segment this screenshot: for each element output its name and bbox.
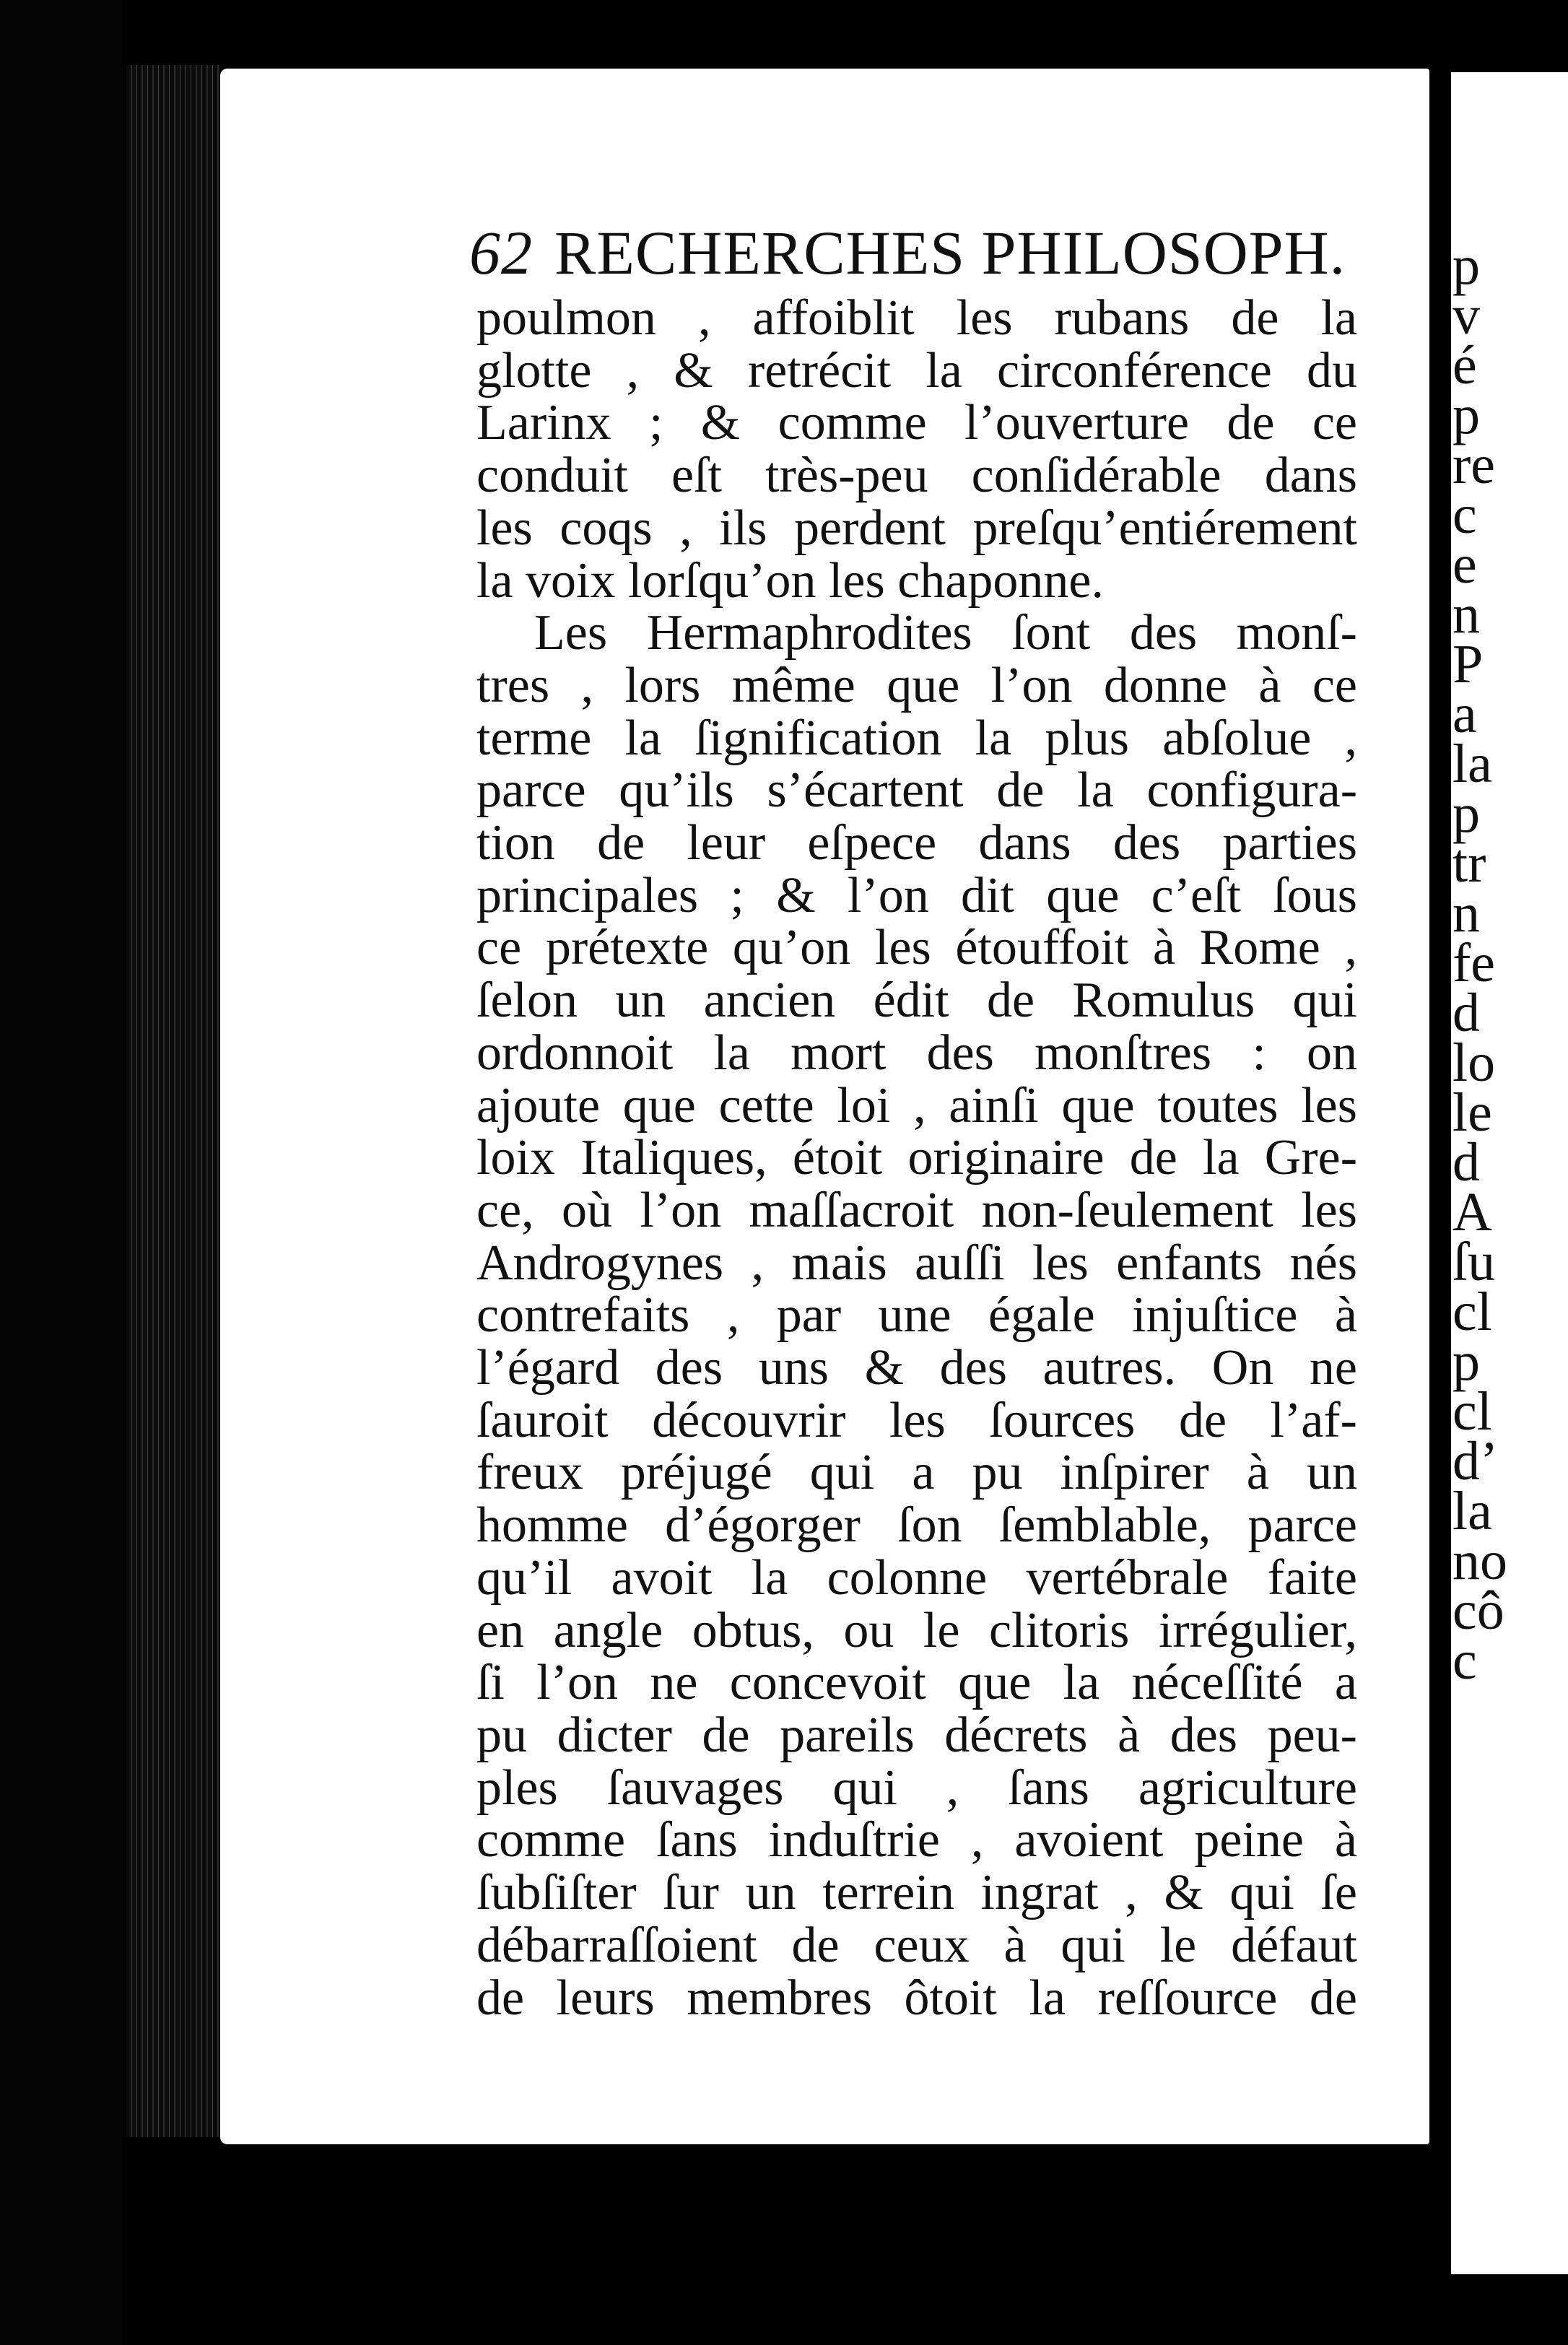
facing-page-letter: cl: [1452, 1282, 1492, 1342]
running-title: RECHERCHES PHILOSOPH.: [554, 218, 1346, 287]
facing-page-letter: n: [1452, 883, 1480, 944]
text-line: ce, où l’on maſſacroit non-ſeulement les: [476, 1182, 1357, 1238]
text-line: loix Italiques, étoit originaire de la Gre-: [476, 1130, 1357, 1186]
text-line: ajoute que cette loi , ainſi que toutes les: [476, 1077, 1357, 1134]
gutter-shadow: [1429, 0, 1451, 2345]
facing-page-letter: tr: [1452, 833, 1486, 894]
text-line: débarraſſoient de ceux à qui le défaut: [476, 1917, 1357, 1973]
text-line: principales ; & l’on dit que c’eſt ſous: [476, 867, 1357, 923]
text-line: ſubſiſter ſur un terrein ingrat , & qui ſe: [476, 1865, 1357, 1921]
body-text: [476, 292, 1357, 2024]
facing-page-letter: v: [1452, 285, 1480, 346]
text-line: parce qu’ils s’écartent de la configura-: [476, 762, 1357, 819]
text-line: comme ſans induſtrie , avoient peine à: [476, 1812, 1357, 1868]
facing-page-letter: c: [1452, 484, 1477, 545]
facing-page-letter: p: [1452, 385, 1480, 445]
text-line: Androgynes , mais auſſi les enfants nés: [476, 1235, 1357, 1291]
text-line: homme d’égorger ſon ſemblable, parce: [476, 1497, 1357, 1554]
text-line: en angle obtus, ou le clitoris irrégulier,: [476, 1602, 1357, 1658]
text-line: terme la ſignification la plus abſolue ,: [476, 710, 1357, 766]
text-line: la voix lorſqu’on les chaponne.: [476, 552, 1104, 609]
text-line: ſauroit découvrir les ſources de l’af-: [476, 1392, 1357, 1448]
facing-page-letter: c: [1452, 1630, 1477, 1691]
facing-page-letter: le: [1452, 1082, 1492, 1143]
facing-page-letter: d: [1452, 1132, 1480, 1193]
text-line: ſi l’on ne concevoit que la néceſſité a: [476, 1655, 1357, 1711]
text-line: tion de leur eſpece dans des parties: [476, 815, 1357, 871]
facing-page-letter: la: [1452, 734, 1492, 794]
text-line: contrefaits , par une égale injuſtice à: [476, 1287, 1357, 1344]
text-line: ples ſauvages qui , ſans agriculture: [476, 1759, 1357, 1816]
text-line: conduit eſt très-peu conſidérable dans: [476, 448, 1357, 504]
facing-page-letter: no: [1452, 1531, 1507, 1591]
facing-page-letter: n: [1452, 584, 1480, 645]
facing-page-letter: d’: [1452, 1431, 1499, 1492]
facing-page-letter: P: [1452, 634, 1484, 695]
text-line: qu’il avoit la colonne vertébrale faite: [476, 1549, 1357, 1606]
facing-page-letter: cô: [1452, 1580, 1504, 1641]
facing-page-letter: e: [1452, 534, 1477, 595]
page-edges: [126, 65, 220, 2137]
facing-page-letter: a: [1452, 684, 1477, 744]
text-line: les coqs , ils perdent preſqu’entiérement: [476, 500, 1357, 556]
facing-page-letter: é: [1452, 335, 1477, 396]
facing-page-letter: lo: [1452, 1032, 1496, 1093]
text-line: freux préjugé qui a pu inſpirer à un: [476, 1445, 1357, 1501]
text-line: l’égard des uns & des autres. On ne: [476, 1340, 1357, 1396]
text-line: pu dicter de pareils décrets à des peu-: [476, 1707, 1357, 1763]
facing-page-letter: ſu: [1452, 1232, 1496, 1292]
text-line: ordonnoit la mort des monſtres : on: [476, 1024, 1357, 1081]
page-number: 62: [469, 218, 533, 287]
text-line: ce prétexte qu’on les étouffoit à Rome ,: [476, 920, 1357, 976]
text-line: glotte , & retrécit la circonférence du: [476, 342, 1357, 399]
facing-page-letter: fe: [1452, 933, 1496, 993]
facing-page-letter: p: [1452, 783, 1480, 844]
facing-page-letter: cl: [1452, 1381, 1492, 1442]
text-line: poulmon , affoiblit les rubans de la: [476, 290, 1357, 346]
facing-page-letter: p: [1452, 235, 1480, 296]
book-spine: [0, 0, 123, 2345]
running-header: [469, 217, 1346, 289]
text-line: Larinx ; & comme l’ouverture de ce: [476, 395, 1357, 451]
facing-page-letter: la: [1452, 1481, 1492, 1541]
facing-page-fragment: [1451, 72, 1568, 2274]
facing-page-letter: re: [1452, 435, 1496, 495]
text-line: Les Hermaphrodites ſont des monſ-: [534, 605, 1357, 661]
text-line: ſelon un ancien édit de Romulus qui: [476, 973, 1357, 1029]
text-line: de leurs membres ôtoit la reſſource de: [476, 1970, 1357, 2026]
facing-page-letter: d: [1452, 983, 1480, 1043]
facing-page-letter: A: [1452, 1182, 1492, 1243]
facing-page-letter: p: [1452, 1331, 1480, 1392]
text-line: tres , lors même que l’on donne à ce: [476, 657, 1357, 713]
